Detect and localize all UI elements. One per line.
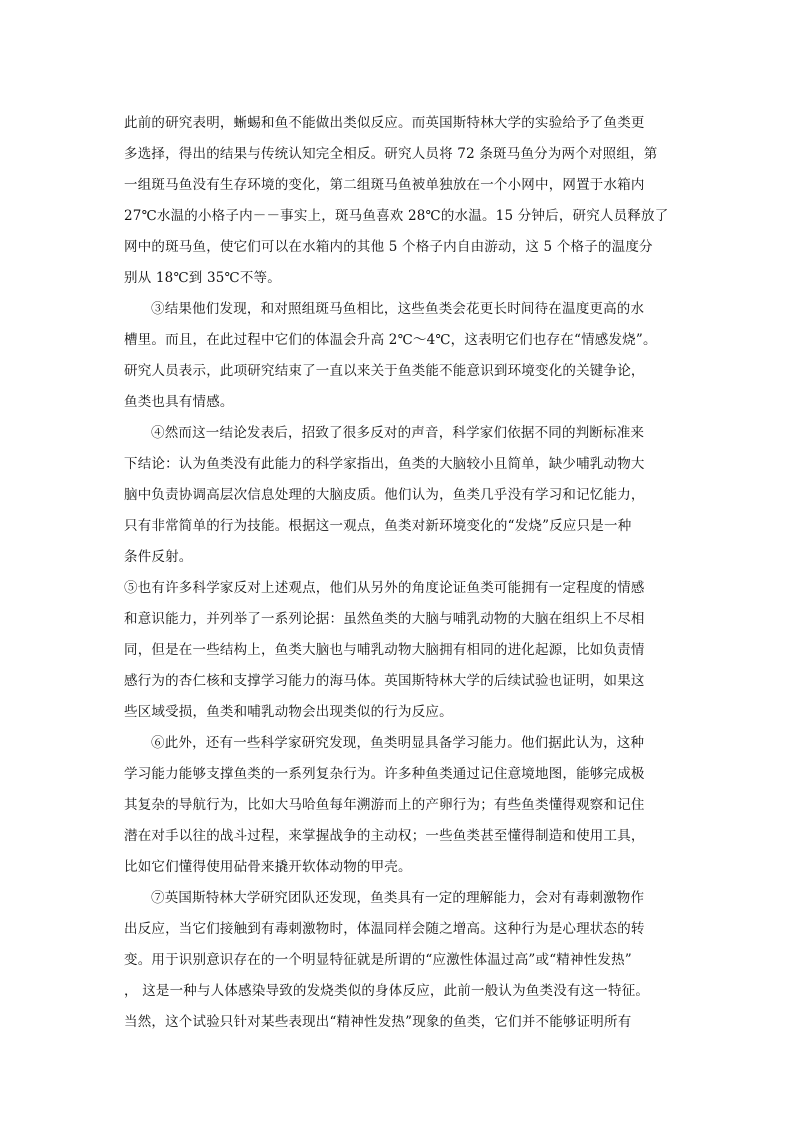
text-line: 此前的研究表明，蜥蜴和鱼不能做出类似反应。而英国斯特林大学的实验给予了鱼类更: [124, 115, 645, 131]
text-line: 鱼类也具有情感。: [124, 394, 234, 410]
text-line: 潜在对手以往的战斗过程，来掌握战争的主动权；一些鱼类甚至懂得制造和使用工具，: [124, 828, 645, 844]
text-line: 27℃水温的小格子内－－事实上，斑马鱼喜欢 28℃的水温。15 分钟后，研究人员释放了: [124, 208, 669, 224]
text-line: ③结果他们发现，和对照组斑马鱼相比，这些鱼类会花更长时间待在温度更高的水: [151, 301, 645, 317]
text-line: 多选择，得出的结果与传统认知完全相反。研究人员将 72 条斑马鱼分为两个对照组，第: [124, 146, 658, 162]
text-line: ， 这是一种与人体感染导致的发烧类似的身体反应，此前一般认为鱼类没有这一特征。: [124, 983, 650, 999]
text-line: 下结论：认为鱼类没有此能力的科学家指出，鱼类的大脑较小且简单，缺少哺乳动物大: [124, 456, 645, 472]
text-line: 一组斑马鱼没有生存环境的变化，第二组斑马鱼被单独放在一个小网中，网置于水箱内: [124, 177, 645, 193]
text-line: 网中的斑马鱼，使它们可以在水箱内的其他 5 个格子内自由游动，这 5 个格子的温度分: [124, 239, 653, 255]
text-line: 同，但是在一些结构上，鱼类大脑也与哺乳动物大脑拥有相同的进化起源，比如负责情: [124, 642, 645, 658]
text-line: ⑥此外，还有一些科学家研究发现，鱼类明显具备学习能力。他们据此认为，这种: [151, 735, 645, 751]
text-line: 条件反射。: [124, 549, 193, 565]
text-line: 和意识能力，并列举了一系列论据：虽然鱼类的大脑与哺乳动物的大脑在组织上不尽相: [124, 611, 645, 627]
text-line: 学习能力能够支撑鱼类的一系列复杂行为。许多种鱼类通过记住意境地图，能够完成极: [124, 766, 645, 782]
text-line: ⑦英国斯特林大学研究团队还发现，鱼类具有一定的理解能力，会对有毒刺激物作: [151, 890, 645, 906]
text-line: 别从 18℃到 35℃不等。: [124, 270, 281, 286]
text-line: 比如它们懂得使用砧骨来撬开软体动物的甲壳。: [124, 859, 412, 875]
text-line: 当然，这个试验只针对某些表现出“精神性发热”现象的鱼类，它们并不能够证明所有: [124, 1014, 632, 1030]
text-line: 只有非常简单的行为技能。根据这一观点，鱼类对新环境变化的“发烧”反应只是一种: [124, 518, 632, 534]
text-line: ⑤也有许多科学家反对上述观点，他们从另外的角度论证鱼类可能拥有一定程度的情感: [124, 580, 645, 596]
text-line: 其复杂的导航行为，比如大马哈鱼每年溯游而上的产卵行为；有些鱼类懂得观察和记住: [124, 797, 645, 813]
text-line: 出反应，当它们接触到有毒刺激物时，体温同样会随之增高。这种行为是心理状态的转: [124, 921, 645, 937]
text-line: 槽里。而且，在此过程中它们的体温会升高 2℃～4℃，这表明它们也存在“情感发烧”。: [124, 332, 657, 348]
text-line: 变。用于识别意识存在的一个明显特征就是所谓的“应激性体温过高”或“精神性发热”: [124, 952, 632, 968]
text-line: 研究人员表示，此项研究结束了一直以来关于鱼类能不能意识到环境变化的关键争论，: [124, 363, 645, 379]
text-line: 些区域受损，鱼类和哺乳动物会出现类似的行为反应。: [124, 704, 453, 720]
text-line: 感行为的杏仁核和支撑学习能力的海马体。英国斯特林大学的后续试验也证明，如果这: [124, 673, 645, 689]
text-line: ④然而这一结论发表后，招致了很多反对的声音，科学家们依据不同的判断标准来: [151, 425, 645, 441]
text-line: 脑中负责协调高层次信息处理的大脑皮质。他们认为，鱼类几乎没有学习和记忆能力，: [124, 487, 645, 503]
